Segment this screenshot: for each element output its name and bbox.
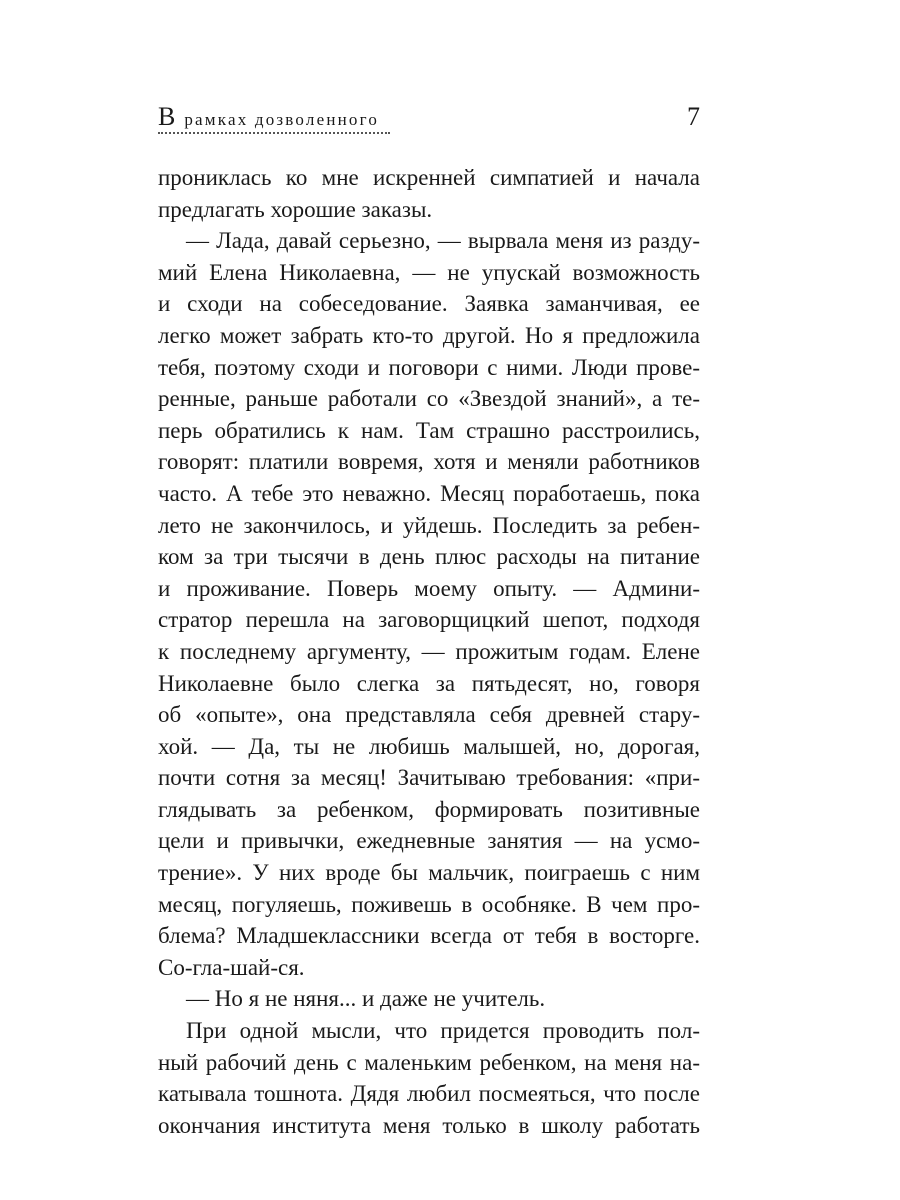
running-head-title: [158, 102, 379, 132]
text-line: месяц, погуляешь, поживешь в особняке. В чем про-: [158, 891, 700, 917]
text-line: лето не закончилось, и уйдешь. Последить за ребен-: [158, 512, 700, 538]
text-line: тебя, поэтому сходи и поговори с ними. Люди прове-: [158, 354, 700, 380]
text-line: стратор перешла на заговорщицкий шепот, подходя: [158, 607, 700, 633]
text-line: ный рабочий день с маленьким ребенком, на меня на-: [158, 1049, 700, 1075]
text-line: окончания института меня только в школу работать: [158, 1112, 700, 1138]
text-line: об «опыте», она представляла себя древней стару-: [158, 702, 700, 728]
running-head-initial: В: [158, 102, 177, 131]
text-line: хой. — Да, ты не любишь малышей, но, дорогая,: [158, 733, 700, 759]
text-line: ренные, раньше работали со «Звездой знаний», а те-: [158, 386, 700, 412]
text-line: и сходи на собеседование. Заявка заманчивая, ее: [158, 291, 700, 317]
page-number: 7: [687, 102, 700, 131]
text-line: к последнему аргументу, — прожитым годам. Елене: [158, 638, 700, 664]
text-line: часто. А тебе это неважно. Месяц поработаешь, пока: [158, 480, 700, 506]
text-line: и проживание. Поверь моему опыту. — Админи-: [158, 575, 700, 601]
text-line: При одной мысли, что придется проводить пол-: [186, 1018, 700, 1044]
text-line: мий Елена Николаевна, — не упускай возможность: [158, 259, 700, 285]
text-line: цели и привычки, ежедневные занятия — на усмо-: [158, 828, 700, 854]
text-line: Николаевне было слегка за пятьдесят, но, говоря: [158, 670, 700, 696]
text-line: глядывать за ребенком, формировать позитивные: [158, 796, 700, 822]
text-line: Со-гла-шай-ся.: [158, 954, 305, 980]
text-line: трение». У них вроде бы мальчик, поиграешь с ним: [158, 860, 700, 886]
text-line: катывала тошнота. Дядя любил посмеяться, что после: [158, 1081, 700, 1107]
text-line: — Лада, давай серьезно, — вырвала меня из разду-: [186, 228, 700, 254]
text-line: легко может забрать кто-то другой. Но я предложила: [158, 322, 700, 348]
body-text: [158, 162, 700, 1141]
text-line: говорят: платили вовремя, хотя и меняли работников: [158, 449, 700, 475]
text-line: ком за три тысячи в день плюс расходы на питание: [158, 544, 700, 570]
running-head-dotted-rule: [158, 132, 390, 134]
text-line: перь обратились к нам. Там страшно расстроились,: [158, 417, 700, 443]
running-head-title-text: рамках дозволенного: [184, 110, 380, 129]
text-line: предлагать хорошие заказы.: [158, 196, 433, 222]
text-line: почти сотня за месяц! Зачитываю требования: «при-: [158, 765, 700, 791]
text-line: прониклась ко мне искренней симпатией и начала: [158, 165, 700, 190]
running-head: [158, 102, 700, 142]
text-line: — Но я не няня... и даже не учитель.: [186, 986, 546, 1012]
text-line: блема? Младшеклассники всегда от тебя в восторге.: [158, 923, 700, 949]
